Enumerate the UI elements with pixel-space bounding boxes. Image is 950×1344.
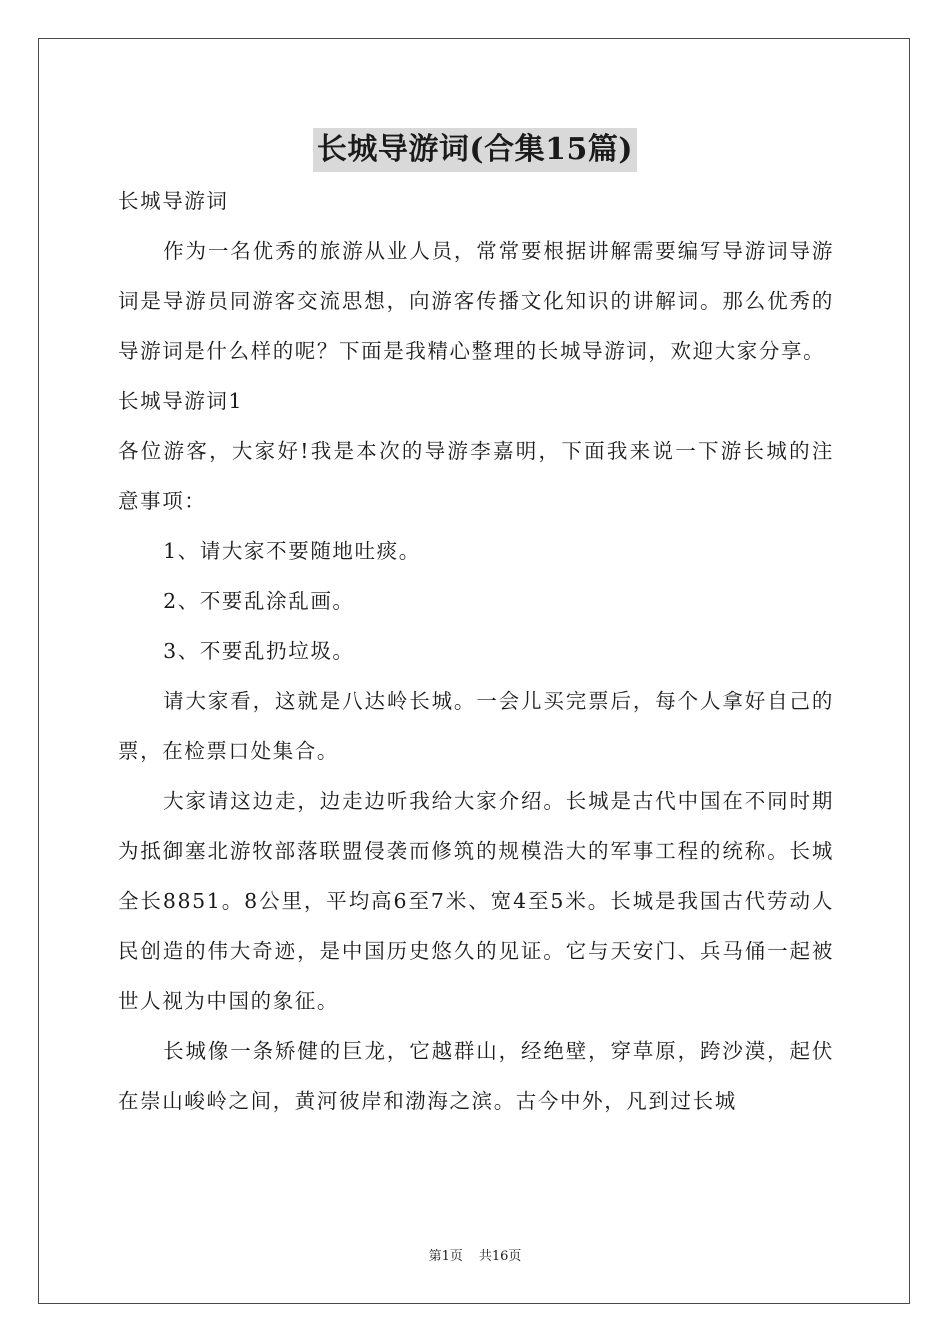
page-footer <box>0 1247 950 1267</box>
paragraph-6: 大家请这边走，边走边听我给大家介绍。长城是古代中国在不同时期为抵御塞北游牧部落联盟侵袭而修筑的规模浩大的军事工程的统称。长城全长8851。8公里，平均高6至7米、宽4至5米。长城是我国古代劳动人民创造的伟大奇迹，是中国历史悠久的见证。它与天安门、兵马俑一起被世人视为中国的象征。 <box>118 789 834 1013</box>
page-total: 共16页 <box>478 1249 522 1264</box>
paragraph-4: 各位游客，大家好!我是本次的导游李嘉明，下面我来说一下游长城的注意事项： <box>118 439 834 513</box>
paragraph-2: 作为一名优秀的旅游从业人员，常常要根据讲解需要编写导游词导游词是导游员同游客交流思想，向游客传播文化知识的讲解词。那么优秀的导游词是什么样的呢？下面是我精心整理的长城导游词，欢迎大家分享。 <box>118 239 834 363</box>
page-number: 第1页 <box>428 1249 463 1264</box>
paragraph-7: 长城像一条矫健的巨龙，它越群山，经绝壁，穿草原，跨沙漠，起伏在崇山峻岭之间，黄河彼岸和渤海之滨。古今中外，凡到过长城 <box>118 1039 834 1113</box>
document-title-wrap <box>0 128 950 176</box>
list-item-2: 2、不要乱涂乱画。 <box>163 589 355 613</box>
document-title: 长城导游词(合集15篇) <box>313 128 637 172</box>
list-item-1: 1、请大家不要随地吐痰。 <box>163 539 421 563</box>
paragraph-5: 请大家看，这就是八达岭长城。一会儿买完票后，每个人拿好自己的票，在检票口处集合。 <box>118 689 834 763</box>
list-item-3: 3、不要乱扔垃圾。 <box>163 639 355 663</box>
document-body <box>118 176 834 1126</box>
paragraph-1: 长城导游词 <box>118 189 229 213</box>
paragraph-3: 长城导游词1 <box>118 389 244 413</box>
